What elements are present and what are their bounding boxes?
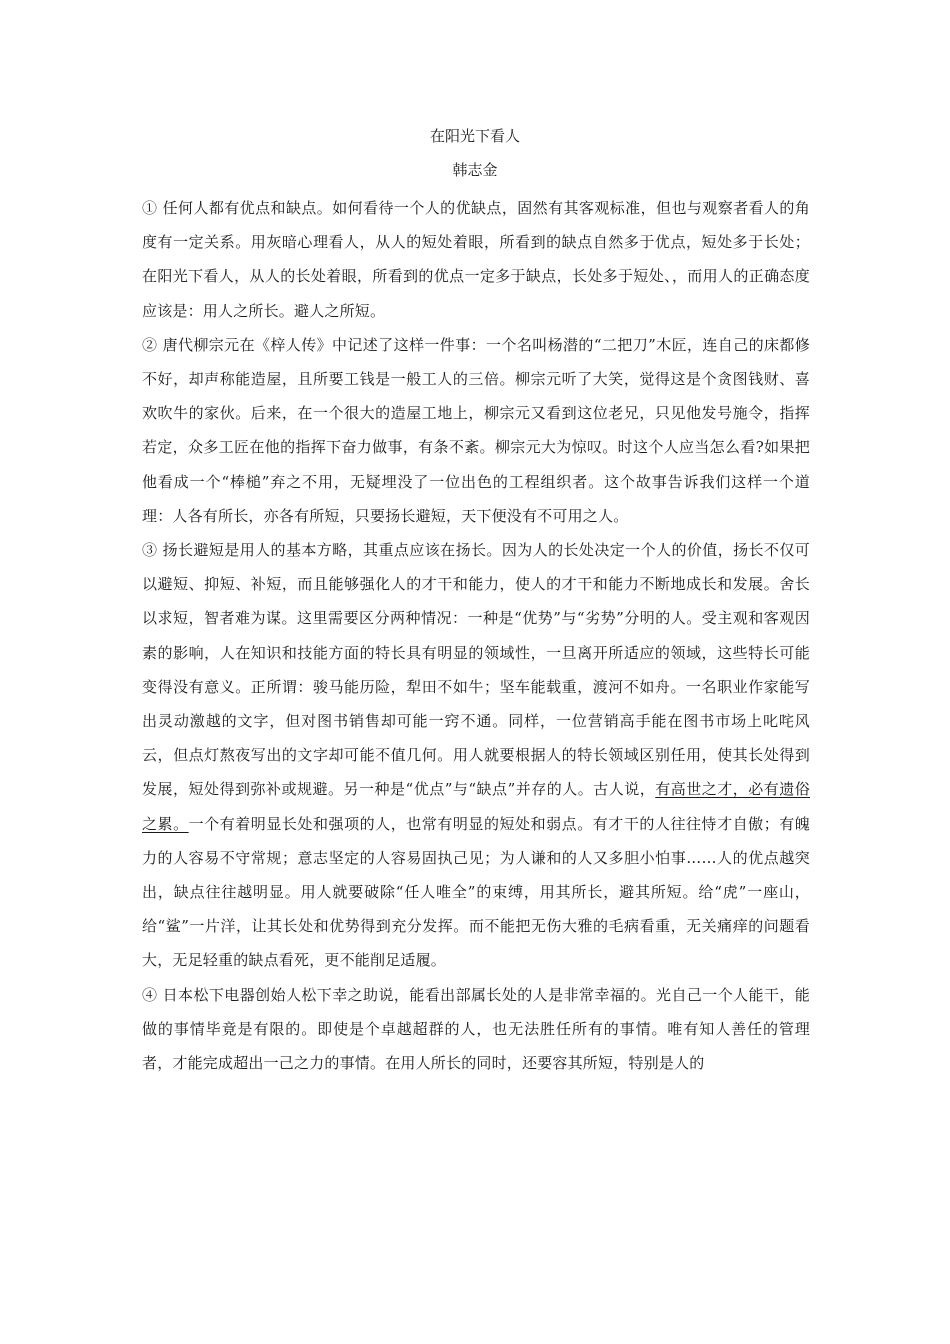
paragraph-4: ④ 日本松下电器创始人松下幸之助说，能看出部属长处的人是非常幸福的。光自己一个人能干，能做的事情毕竟是有限的。即使是个卓越超群的人，也无法胜任所有的事情。唯有知人善任的管理者，才能完成超出一己之力的事情。在用人所长的同时，还要容其所短，特别是人的 <box>142 985 810 1073</box>
paragraph-1: ① 任何人都有优点和缺点。如何看待一个人的优缺点，固然有其客观标准，但也与观察者看人的角度有一定关系。用灰暗心理看人，从人的短处着眼，所看到的缺点自然多于优点，短处多于长处；在阳光下看人，从人的长处着眼，所看到的优点一定多于缺点，长处多于短处、，而用人的正确态度应该是：用人之所长。避人之所短。 <box>142 199 810 320</box>
paragraph-2: ② 唐代柳宗元在《梓人传》中记述了这样一件事：一个名叫杨潜的“二把刀”木匠，连自己的床都修不好，却声称能造屋，且所要工钱是一般工人的三倍。柳宗元听了大笑，觉得这是个贪图钱财、喜欢吹牛的家伙。后来，在一个很大的造屋工地上，柳宗元又看到这位老兄，只见他发号施令，指挥若定，众多工匠在他的指挥下奋力做事，有条不紊。柳宗元大为惊叹。时这个人应当怎么看?如果把他看成一个“棒槌”弃之不用，无疑埋没了一位出色的工程组织者。这个故事告诉我们这样一个道理：人各有所长，亦各有所短，只要扬长避短，天下便没有不可用之人。 <box>142 335 810 525</box>
paragraph-3-text-after: 一个有着明显长处和强项的人，也常有明显的短处和弱点。有才干的人往往恃才自傲；有魄力的人容易不守常规；意志坚定的人容易固执己见；为人谦和的人又多胆小怕事……人的优点越突出，缺点往往越明显。用人就要破除“任人唯全”的束缚，用其所长，避其所短。给“虎”一座山，给“鲨”一片洋，让其长处和优势得到充分发挥。而不能把无伤大雅的毛病看重，无关痛痒的问题看大，无足轻重的缺点看死，更不能削足适履。 <box>142 814 810 970</box>
paragraph-3-text-before: ③ 扬长避短是用人的基本方略，其重点应该在扬长。因为人的长处决定一个人的价值，扬长不仅可以避短、抑短、补短，而且能够强化人的才干和能力，使人的才干和能力不断地成长和发展。舍长以求短，智者难为谋。这里需要区分两种情况：一种是“优势”与“劣势”分明的人。受主观和客观因素的影响，人在知识和技能方面的特长具有明显的领域性，一旦离开所适应的领域，这些特长可能变得没有意义。正所谓：骏马能历险，犁田不如牛；坚车能载重，渡河不如舟。一名职业作家能写出灵动激越的文字，但对图书销售却可能一窍不通。同样，一位营销高手能在图书市场上叱咤风云，但点灯熬夜写出的文字却可能不值几何。用人就要根据人的特长领域区别任用，使其长处得到发展，短处得到弥补或规避。另一种是“优点”与“缺点”并存的人。古人说， <box>142 541 810 799</box>
article-title: 在阳光下看人 <box>429 127 520 145</box>
article-body <box>142 191 810 1080</box>
underlined-quote: 有高世之才，必有遗俗之累。 <box>142 780 810 833</box>
paragraph-3 <box>142 533 810 978</box>
article-author: 韩志金 <box>452 161 498 179</box>
